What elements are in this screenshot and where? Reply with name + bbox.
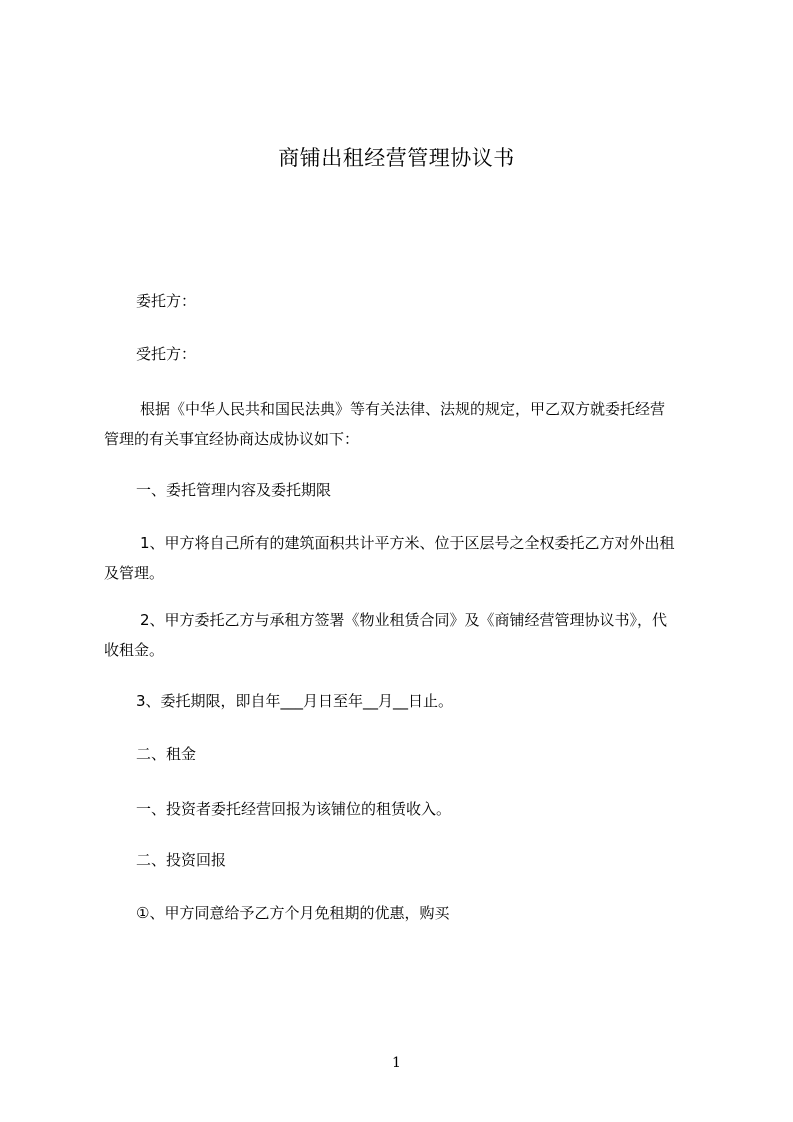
party-a-label: 委托方： (136, 292, 197, 310)
intro-paragraph-line-1: 根据《中华人民共和国民法典》等有关法律、法规的规定，甲乙双方就委托经营 (140, 400, 666, 418)
clause-two: 二、投资回报 (136, 851, 227, 869)
clause-one: 一、投资者委托经营回报为该铺位的租赁收入。 (136, 800, 452, 818)
document-title: 商铺出租经营管理协议书 (278, 146, 515, 170)
section-1-heading: 一、委托管理内容及委托期限 (136, 481, 332, 499)
intro-paragraph-line-2: 管理的有关事宜经协商达成协议如下： (104, 430, 360, 448)
section-2-heading: 二、租金 (136, 745, 197, 763)
page-number: 1 (392, 1055, 401, 1071)
item-2-line-2: 收租金。 (104, 641, 165, 659)
item-2-line-1: 2、甲方委托乙方与承租方签署《物业租赁合同》及《商铺经营管理协议书》，代 (140, 611, 668, 629)
item-1-line-1: 1、甲方将自己所有的建筑面积共计平方米、位于区层号之全权委托乙方对外出租 (140, 534, 675, 552)
item-3: 3、委托期限，即自年___月日至年__月__日止。 (136, 692, 454, 710)
party-b-label: 受托方： (136, 345, 197, 363)
item-1-line-2: 及管理。 (104, 564, 165, 582)
clause-circle-1: ①、甲方同意给予乙方个月免租期的优惠，购买 (136, 904, 450, 922)
